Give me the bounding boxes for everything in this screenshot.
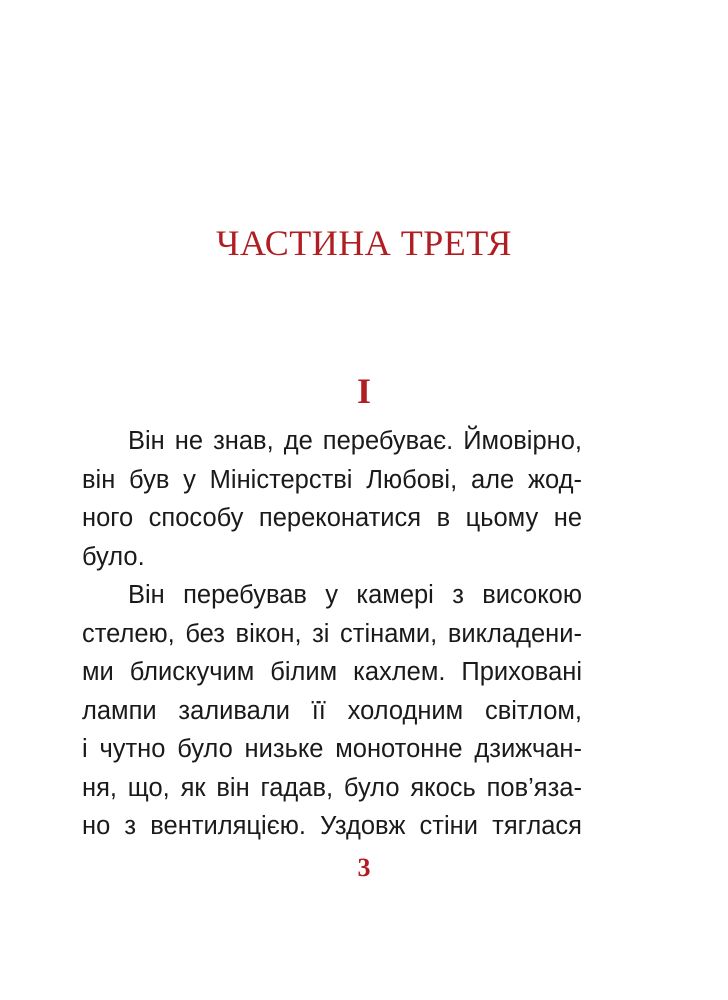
- text-line: Він не знав, де перебуває. Ймовірно,: [128, 427, 582, 455]
- text-line: ми блискучим білим кахлем. Приховані: [82, 658, 582, 686]
- part-title: ЧАСТИНА ТРЕТЯ: [216, 223, 512, 263]
- text-line: лампи заливали її холодним світлом,: [82, 696, 582, 725]
- page-number: 3: [357, 853, 371, 882]
- text-line: він був у Міністерстві Любові, але жод-: [82, 465, 582, 494]
- text-line: Він перебував у камері з високою: [128, 581, 582, 609]
- chapter-number: I: [356, 371, 371, 411]
- text-line: но з вентиляцією. Уздовж стіни тяглася: [82, 812, 582, 840]
- text-line: ного способу переконатися в цьому не: [82, 504, 582, 532]
- text-line: ня, що, як він гадав, було якось пов’яза-: [82, 773, 582, 802]
- text-line: було.: [82, 542, 145, 571]
- text-line: і чутно було низьке монотонне дзижчан-: [82, 735, 582, 763]
- text-line: стелею, без вікон, зі стінами, викладени-: [82, 619, 582, 648]
- body-text: [82, 422, 582, 846]
